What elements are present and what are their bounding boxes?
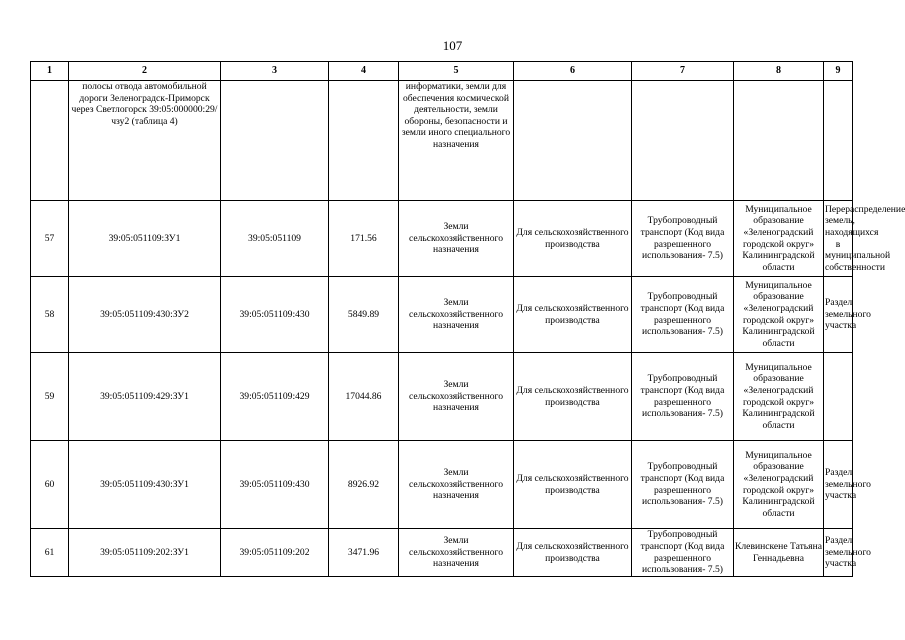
cell-owner: Муниципальное образование «Зеленоградский городской округ» Калининградской области [734, 353, 824, 441]
cell-area: 17044.86 [329, 353, 399, 441]
cell-number: 61 [31, 529, 69, 577]
column-header: 8 [734, 62, 824, 81]
cell-owner [734, 81, 824, 201]
cell-source: 39:05:051109:430 [221, 277, 329, 353]
cell-use: Для сельскохозяйственного производства [514, 353, 632, 441]
cell-method [824, 81, 853, 201]
page-number: 107 [442, 38, 463, 53]
cell-number: 58 [31, 277, 69, 353]
table-row [31, 201, 853, 277]
cell-use: Для сельскохозяйственного производства [514, 201, 632, 277]
cell-plot: 39:05:051109:202:ЗУ1 [69, 529, 221, 577]
cell-method: Раздел земельного участка [824, 277, 853, 353]
cell-area: 3471.96 [329, 529, 399, 577]
cell-use: Для сельскохозяйственного производства [514, 529, 632, 577]
cell-source: 39:05:051109:430 [221, 441, 329, 529]
cell-category: Земли сельскохозяйственного назначения [399, 353, 514, 441]
table-row [31, 441, 853, 529]
cell-number: 59 [31, 353, 69, 441]
column-header: 3 [221, 62, 329, 81]
cell-permitted: Трубопроводный транспорт (Код вида разрешенного использования- 7.5) [632, 201, 734, 277]
cell-owner: Муниципальное образование «Зеленоградский городской округ» Калининградской области [734, 277, 824, 353]
cell-permitted: Трубопроводный транспорт (Код вида разрешенного использования- 7.5) [632, 529, 734, 577]
cell-category: Земли сельскохозяйственного назначения [399, 529, 514, 577]
cell-source: 39:05:051109:202 [221, 529, 329, 577]
cell-permitted: Трубопроводный транспорт (Код вида разрешенного использования- 7.5) [632, 353, 734, 441]
cell-category: Земли сельскохозяйственного назначения [399, 201, 514, 277]
cell-number: 60 [31, 441, 69, 529]
column-header: 4 [329, 62, 399, 81]
cell-use: Для сельскохозяйственного производства [514, 441, 632, 529]
cell-owner: Муниципальное образование «Зеленоградский городской округ» Калининградской области [734, 441, 824, 529]
cell-owner: Клевинскене Татьяна Геннадьевна [734, 529, 824, 577]
column-header: 5 [399, 62, 514, 81]
column-header: 6 [514, 62, 632, 81]
cell-category: Земли сельскохозяйственного назначения [399, 441, 514, 529]
cell-area: 8926.92 [329, 441, 399, 529]
cell-method [824, 353, 853, 441]
table-row [31, 353, 853, 441]
cell-permitted: Трубопроводный транспорт (Код вида разрешенного использования- 7.5) [632, 277, 734, 353]
column-header: 1 [31, 62, 69, 81]
column-header: 7 [632, 62, 734, 81]
cell-plot: полосы отвода автомобильной дороги Зеленоградск-Приморск через Светлогорск 39:05:000000:29/чзу2 (таблица 4) [69, 81, 221, 201]
cell-area: 171.56 [329, 201, 399, 277]
land-plots-table [30, 61, 905, 577]
table-row [31, 529, 853, 577]
cell-area [329, 81, 399, 201]
table-row [31, 277, 853, 353]
cell-permitted: Трубопроводный транспорт (Код вида разрешенного использования- 7.5) [632, 441, 734, 529]
cell-plot: 39:05:051109:430:ЗУ2 [69, 277, 221, 353]
continuation-row [31, 81, 853, 201]
cell-method: Перераспределение земель, находящихся в муниципальной собственности [824, 201, 853, 277]
cell-use [514, 81, 632, 201]
cell-permitted [632, 81, 734, 201]
cell-category: информатики, земли для обеспечения космической деятельности, земли обороны, безопасности и земли иного специального назначения [399, 81, 514, 201]
cell-category: Земли сельскохозяйственного назначения [399, 277, 514, 353]
cell-owner: Муниципальное образование «Зеленоградский городской округ» Калининградской области [734, 201, 824, 277]
column-header: 9 [824, 62, 853, 81]
cell-source: 39:05:051109 [221, 201, 329, 277]
cell-number: 57 [31, 201, 69, 277]
cell-source: 39:05:051109:429 [221, 353, 329, 441]
cell-source [221, 81, 329, 201]
cell-area: 5849.89 [329, 277, 399, 353]
cell-use: Для сельскохозяйственного производства [514, 277, 632, 353]
cell-method: Раздел земельного участка [824, 441, 853, 529]
header-row [31, 62, 853, 81]
column-header: 2 [69, 62, 221, 81]
cell-plot: 39:05:051109:430:ЗУ1 [69, 441, 221, 529]
cell-number [31, 81, 69, 201]
cell-plot: 39:05:051109:ЗУ1 [69, 201, 221, 277]
cell-method: Раздел земельного участка [824, 529, 853, 577]
cell-plot: 39:05:051109:429:ЗУ1 [69, 353, 221, 441]
